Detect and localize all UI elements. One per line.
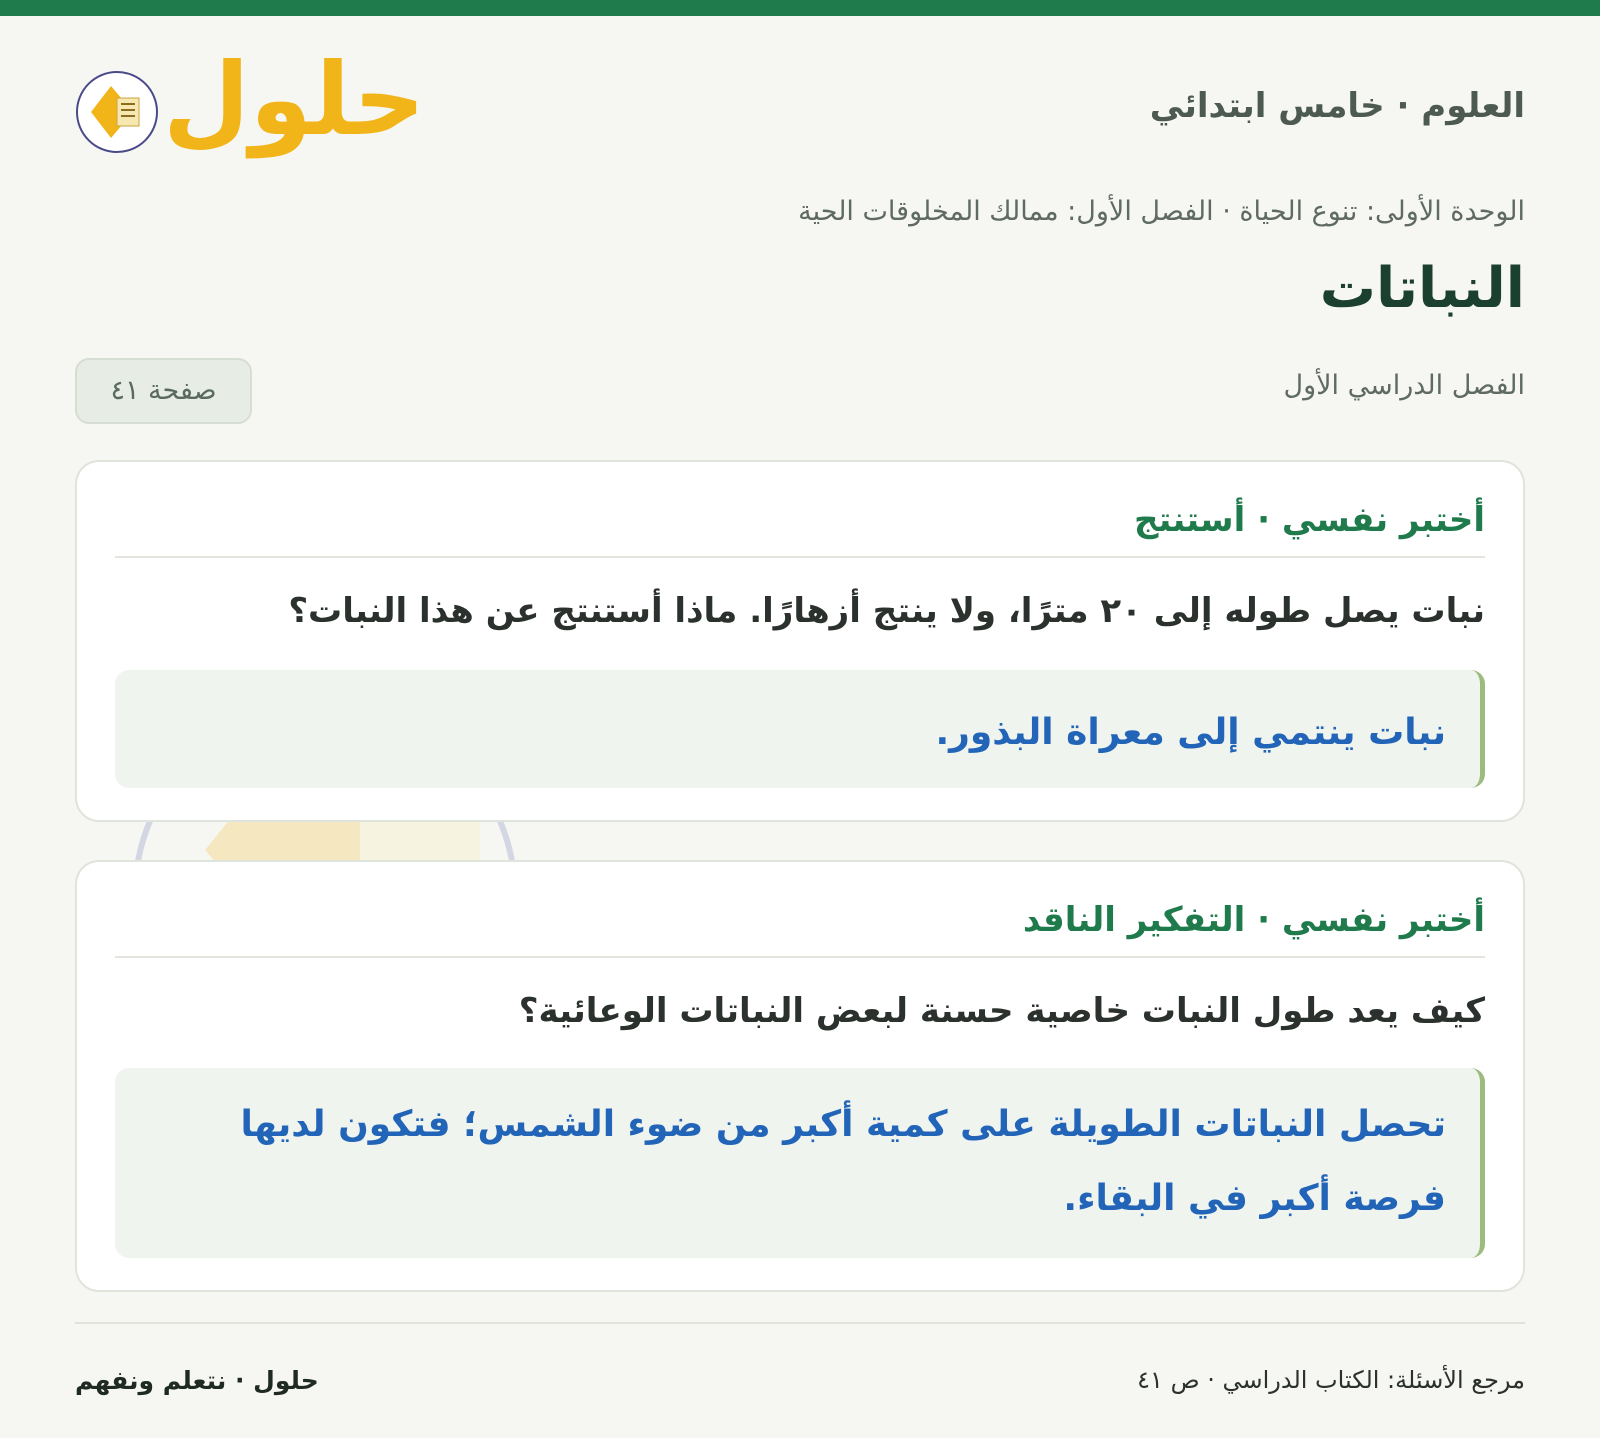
- hulul-logo[interactable]: [75, 41, 426, 178]
- top-accent-bar: [0, 0, 1600, 16]
- page-title: النباتات: [1319, 256, 1525, 321]
- footer-divider: [75, 1322, 1525, 1324]
- card-title: أختبر نفسي · أستنتج: [1134, 500, 1485, 540]
- question-text: نبات يصل طوله إلى ٢٠ مترًا، ولا ينتج أزهارًا. ماذا أستنتج عن هذا النبات؟: [288, 591, 1485, 631]
- logo-wordmark: حلول: [163, 41, 426, 158]
- question-card: [75, 860, 1525, 1292]
- breadcrumb[interactable]: الوحدة الأولى: تنوع الحياة · الفصل الأول: ممالك المخلوقات الحية: [798, 196, 1525, 227]
- logo-emblem-icon: [75, 70, 159, 154]
- page-number-badge: صفحة ٤١: [75, 358, 252, 424]
- card-header: [115, 892, 1485, 958]
- question-card: [75, 460, 1525, 822]
- answer-box: نبات ينتمي إلى معراة البذور.: [115, 670, 1485, 788]
- question-text: كيف يعد طول النبات خاصية حسنة لبعض النباتات الوعائية؟: [518, 991, 1485, 1031]
- card-header: [115, 492, 1485, 558]
- card-title: أختبر نفسي · التفكير الناقد: [1022, 900, 1485, 940]
- meta-row: [75, 358, 1525, 424]
- semester-label: الفصل الدراسي الأول: [1283, 370, 1525, 401]
- subject-grade-label: العلوم · خامس ابتدائي: [1149, 86, 1525, 126]
- answer-box: تحصل النباتات الطويلة على كمية أكبر من ضوء الشمس؛ فتكون لديها فرصة أكبر في البقاء.: [115, 1068, 1485, 1258]
- header: [75, 16, 1525, 186]
- footer-brand: حلول · نتعلم ونفهم: [75, 1366, 319, 1395]
- footer-reference: مرجع الأسئلة: الكتاب الدراسي · ص ٤١: [1137, 1366, 1525, 1394]
